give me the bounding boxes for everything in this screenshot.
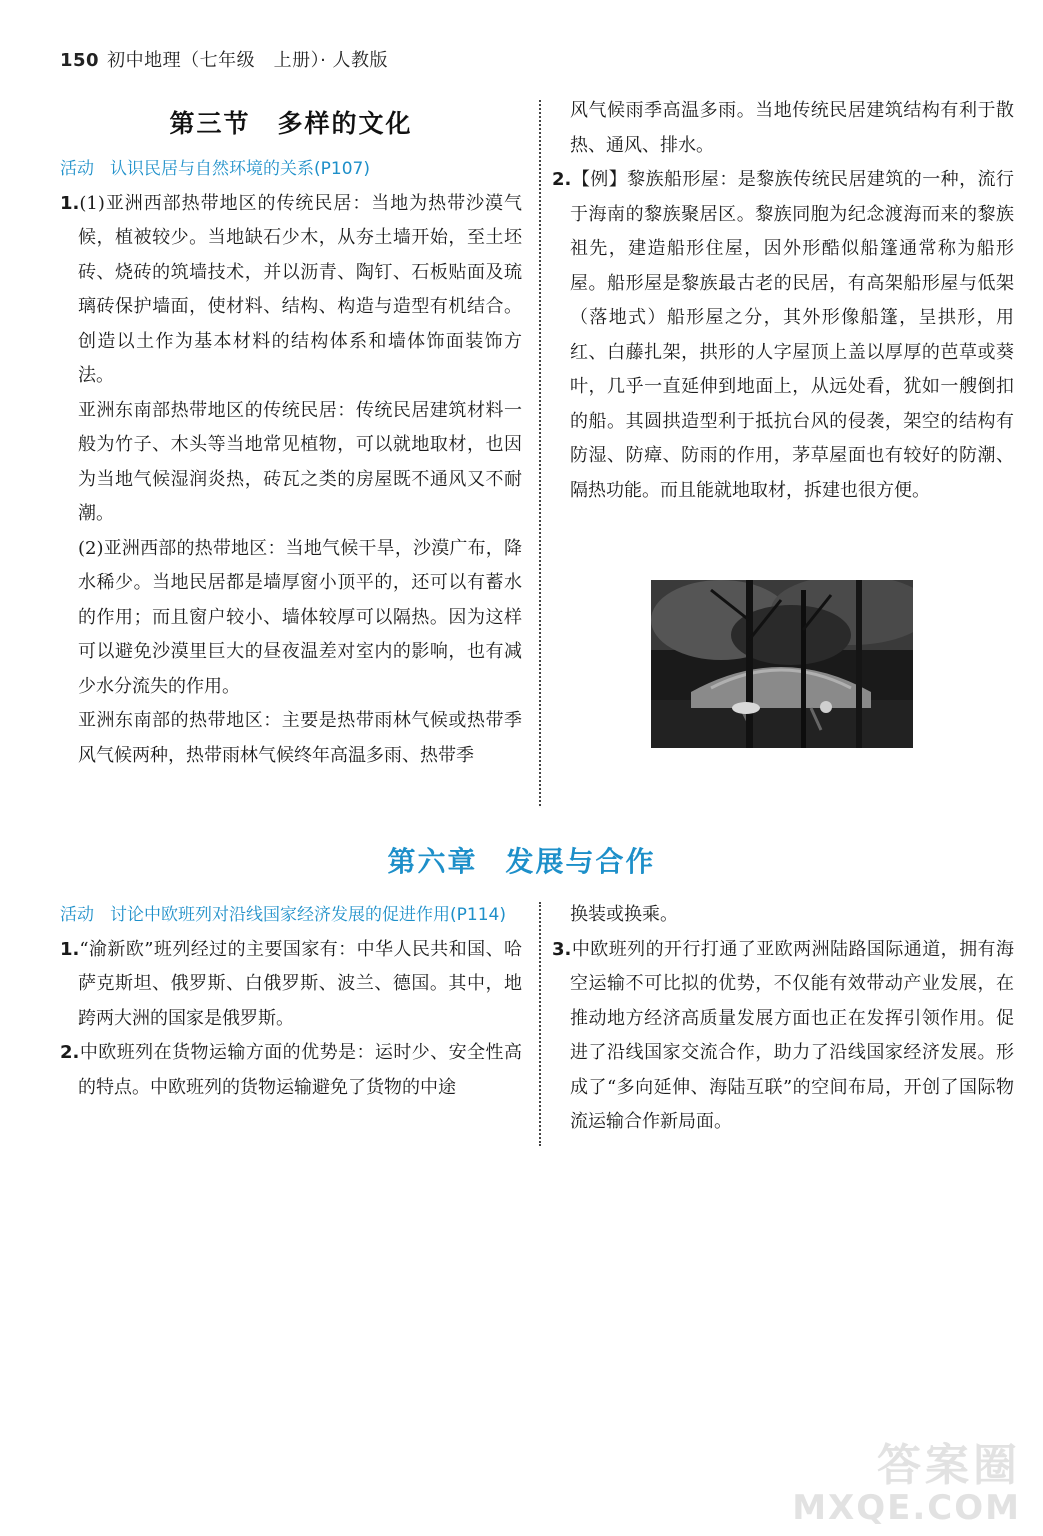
section-title: 第三节 多样的文化: [169, 109, 413, 138]
activity-tag: 活动: [60, 905, 94, 925]
photo-illustration: [651, 580, 913, 748]
page-header: [60, 46, 388, 72]
section3-right-column: [552, 94, 1014, 508]
chapter-number: 第六章: [387, 845, 478, 878]
boat-shaped-house-photo: [651, 580, 913, 748]
answer-1-paragraph-2: 亚洲东南部热带地区的传统民居：传统民居建筑材料一般为竹子、木头等当地常见植物，可以就地取材，也因为当地气候湿润炎热，砖瓦之类的房屋既不通风又不耐潮。: [78, 399, 522, 524]
watermark: [792, 1442, 1021, 1526]
column-divider: [539, 902, 541, 1146]
page-number: 150: [60, 50, 100, 71]
activity-tag: 活动: [60, 159, 94, 179]
activity-text: 讨论中欧班列对沿线国家经济发展的促进作用(P114): [110, 905, 506, 925]
answer-2: 2.中欧班列在货物运输方面的优势是：运时少、安全性高的特点。中欧班列的货物运输避免了货物的中途: [60, 1042, 522, 1098]
chapter-name: 发展与合作: [505, 845, 656, 878]
answer-1-paragraph-4: 亚洲东南部的热带地区：主要是热带雨林气候或热带季风气候两种，热带雨林气候终年高温多雨、热带季: [78, 710, 522, 766]
answer-1: 1.“渝新欧”班列经过的主要国家有：中华人民共和国、哈萨克斯坦、俄罗斯、白俄罗斯、波兰、德国。其中，地跨两大洲的国家是俄罗斯。: [60, 938, 522, 1029]
activity-heading: [60, 898, 522, 933]
watermark-text: 答案圈: [877, 1440, 1021, 1491]
answer-1-continued: 风气候雨季高温多雨。当地传统民居建筑结构有利于散热、通风、排水。: [570, 100, 1014, 156]
watermark-url: MXQE.COM: [792, 1488, 1021, 1528]
answer-3: 3.中欧班列的开行打通了亚欧两洲陆路国际通道，拥有海空运输不可比拟的优势，不仅能有效带动产业发展，在推动地方经济高质量发展方面也正在发挥引领作用。促进了沿线国家交流合作，助力了沿线国家经济发展。形成了“多向延伸、海陆互联”的空间布局，开创了国际物流运输合作新局面。: [552, 938, 1014, 1132]
section3-left-column: [60, 152, 522, 773]
activity-heading: [60, 152, 522, 187]
column-divider: [539, 100, 541, 806]
chapter6-right-column: [552, 898, 1014, 1140]
answer-1-part-1: 1.(1)亚洲西部热带地区的传统民居：当地为热带沙漠气候，植被较少。当地缺石少木，从夯土墙开始，至土坯砖、烧砖的筑墙技术，并以沥青、陶钉、石板贴面及琉璃砖保护墙面，使材料、结构、构造与造型有机结合。创造以土作为基本材料的结构体系和墙体饰面装饰方法。: [60, 192, 522, 386]
answer-2: 2.【例】黎族船形屋：是黎族传统民居建筑的一种，流行于海南的黎族聚居区。黎族同胞为纪念渡海而来的黎族祖先，建造船形住屋，因外形酷似船篷通常称为船形屋。船形屋是黎族最古老的民居，有高架船形屋与低架（落地式）船形屋之分，其外形像船篷，呈拱形，用红、白藤扎架，拱形的人字屋顶上盖以厚厚的芭草或葵叶，几乎一直延伸到地面上，从远处看，犹如一艘倒扣的船。其圆拱造型利于抵抗台风的侵袭，架空的结构有防湿、防瘴、防雨的作用，茅草屋面也有较好的防潮、隔热功能。而且能就地取材，拆建也很方便。: [552, 169, 1014, 501]
answer-2-continued: 换装或换乘。: [570, 904, 678, 925]
book-title: 初中地理（七年级 上册）· 人教版: [107, 50, 389, 71]
answer-1-part-2: (2)亚洲西部的热带地区：当地气候干旱，沙漠广布，降水稀少。当地民居都是墙厚窗小顶平的，还可以有蓄水的作用；而且窗户较小、墙体较厚可以隔热。因为这样可以避免沙漠里巨大的昼夜温差对室内的影响，也有减少水分流失的作用。: [78, 537, 522, 697]
chapter6-left-column: [60, 898, 522, 1105]
activity-text: 认识民居与自然环境的关系(P107): [110, 159, 370, 179]
chapter-title: [0, 840, 1043, 880]
